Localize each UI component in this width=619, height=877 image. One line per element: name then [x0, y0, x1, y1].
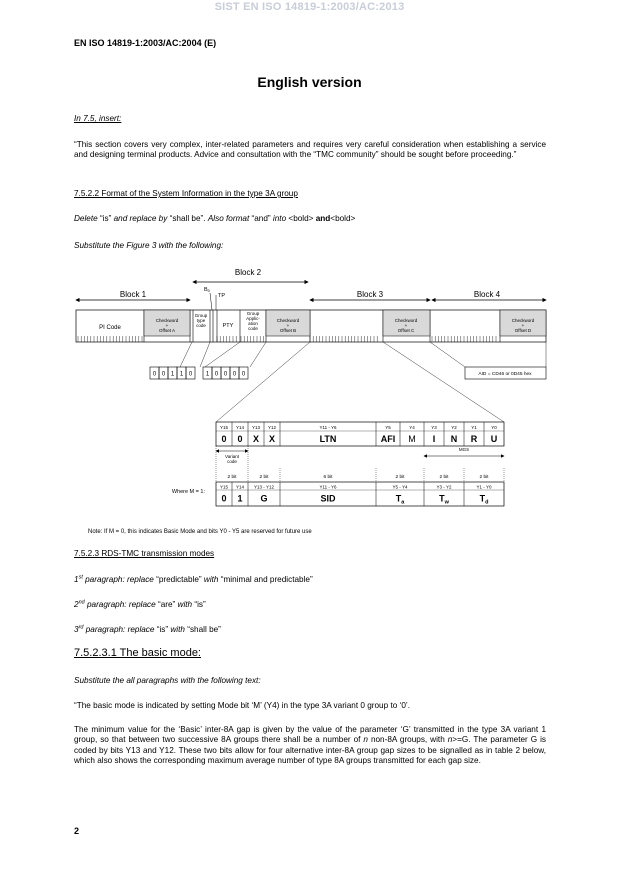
minval-c: non-8A groups, with	[367, 735, 448, 745]
para3-sup: rd	[78, 624, 84, 631]
section-7-5-2-2-heading: 7.5.2.2 Format of the System Information in the type 3A group	[74, 189, 298, 198]
para3-a: paragraph: replace	[83, 625, 157, 634]
row1-value-0: 0	[221, 434, 227, 444]
row2-value-4: $T_a$	[395, 493, 405, 506]
para1-instruction	[74, 575, 546, 585]
group-type-bits	[150, 367, 195, 379]
minimum-value-paragraph	[74, 725, 546, 767]
row1-value-5: AFI	[380, 434, 396, 444]
bitcount-0: 2 bit	[227, 475, 237, 480]
minval-b: n	[363, 735, 368, 745]
para3-d: “shall be”	[187, 625, 221, 634]
offset-b: Offset B	[279, 328, 297, 333]
checkword-d-plus: +	[521, 323, 525, 328]
para2-b: “are”	[157, 600, 176, 609]
row1-value-9: R	[470, 434, 478, 444]
bitcount-2: 6 bit	[323, 475, 333, 480]
delete-a: Delete	[74, 214, 100, 223]
substitute-figure-instruction: Substitute the Figure 3 with the following:	[74, 241, 224, 250]
pi-code-label: PI Code	[99, 325, 121, 331]
section-7-5-heading: In 7.5, insert:	[74, 114, 122, 123]
row2-label-0: Y15	[219, 484, 229, 490]
pty-label: PTY	[222, 323, 234, 329]
checkword-a: Checkword	[155, 318, 179, 323]
group-app-bit-3: 0	[232, 371, 237, 378]
group-app-4: code	[248, 326, 258, 331]
row2-value-2: G	[260, 493, 268, 504]
delete-c: and replace by	[111, 214, 170, 223]
block4-label: Block 4	[473, 290, 501, 299]
delete-j: <bold>	[330, 214, 356, 223]
basic-mode-paragraph: “The basic mode is indicated by setting Mode bit ‘M’ (Y4) in the type 3A variant 0 group to ‘0’.	[74, 701, 411, 710]
row1-value-7: I	[432, 434, 436, 444]
para2-d: “is”	[194, 600, 206, 609]
watermark: SIST EN ISO 14819-1:2003/AC:2013	[214, 1, 405, 13]
para2-c: with	[175, 600, 195, 609]
figure-note: Note: If M = 0, this indicates Basic Mode and bits Y0 - Y5 are reserved for future use	[88, 529, 312, 535]
aid-label: AID = CD46 or 0D45 hex	[478, 372, 532, 377]
para2-num: 2	[74, 600, 79, 609]
para1-c: with	[201, 575, 221, 584]
paragraph-7-5: “This section covers very complex, inter-related parameters and requires very careful consideration when establishing a service and designing terminal products. Advice and consultation with the “TMC community” should be sought before proceeding.”	[74, 140, 546, 160]
group-type-2: type	[196, 318, 206, 323]
page-number: 2	[74, 826, 80, 836]
block1-label: Block 1	[119, 290, 147, 299]
para1-a: paragraph: replace	[82, 575, 157, 584]
row2-label-1: Y14	[235, 484, 245, 490]
checkword-b: Checkword	[276, 318, 300, 323]
block2-label: Block 2	[234, 268, 262, 277]
group-type-bit-3: 1	[179, 371, 184, 378]
group-app-2: Applic-	[246, 316, 260, 321]
variant-code-1: Variant	[225, 454, 239, 459]
row2-label-5: Y3 - Y2	[436, 484, 452, 490]
group-app-bit-1: 0	[214, 371, 219, 378]
checkword-d: Checkword	[511, 318, 535, 323]
row1-label-8: Y2	[451, 425, 457, 430]
row1-label-4: Y11 - Y6	[319, 425, 337, 430]
group-app-bit-0: 1	[205, 371, 210, 378]
group-app-bit-4: 0	[241, 371, 246, 378]
para1-num: 1	[74, 575, 79, 584]
group-app-3: ation	[248, 321, 258, 326]
row2-label-2: Y13 - Y12	[254, 484, 274, 490]
bit-counts-row	[216, 468, 504, 482]
para3-b: “is”	[156, 625, 169, 634]
delete-g: into	[270, 214, 289, 223]
figure-3-diagram	[0, 260, 619, 528]
section-7-5-2-3-1-heading: 7.5.2.3.1 The basic mode:	[74, 647, 201, 659]
para3-num: 3	[74, 625, 79, 634]
row1-label-0: Y15	[219, 425, 229, 430]
row2-value-1: 1	[237, 493, 243, 504]
bitcount-3: 2 bit	[395, 475, 405, 480]
row1-value-2: X	[252, 434, 260, 444]
variant1-row	[216, 482, 504, 506]
checkword-a-plus: +	[165, 323, 169, 328]
row1-value-8: N	[450, 434, 458, 444]
page-title: English version	[257, 74, 362, 90]
substitute-all-instruction: Substitute the all paragraphs with the following text:	[74, 676, 261, 685]
row1-label-7: Y3	[431, 425, 437, 430]
delete-b: “is”	[99, 214, 112, 223]
para2-instruction	[74, 600, 546, 610]
checkword-b-plus: +	[286, 323, 290, 328]
row1-label-6: Y4	[409, 425, 415, 430]
row2-value-0: 0	[221, 493, 227, 504]
group-type-bit-2: 1	[170, 371, 175, 378]
row1-label-10: Y0	[491, 425, 497, 430]
group-type-3: code	[196, 323, 206, 328]
minval-a: The minimum value for the ‘Basic’ inter-8A gap is given by the value of the parameter ‘G’ transmitted in the type 3A variant 1 group, so that between two successive 8A groups there shall be a number of	[74, 725, 546, 745]
row2-value-6: $T_d$	[479, 493, 489, 506]
para2-a: paragraph: replace	[84, 600, 158, 609]
group-type-bit-0: 0	[152, 371, 157, 378]
delete-d: “shall be”.	[169, 214, 208, 223]
minval-d: n	[447, 735, 453, 745]
section-7-5-2-3-heading: 7.5.2.3 RDS-TMC transmission modes	[74, 549, 215, 558]
row1-label-5: Y5	[385, 425, 391, 430]
delete-e: Also format	[207, 214, 252, 223]
checkword-c: Checkword	[394, 318, 418, 323]
checkword-c-plus: +	[404, 323, 408, 328]
para1-sup: st	[78, 574, 83, 581]
row1-value-1: 0	[237, 434, 243, 444]
document-header: EN ISO 14819-1:2003/AC:2004 (E)	[74, 38, 217, 48]
row2-label-6: Y1 - Y0	[476, 484, 492, 490]
row2-label-3: Y11 - Y6	[319, 484, 337, 490]
row1-label-3: Y12	[267, 425, 277, 430]
offset-a: Offset A	[159, 328, 175, 333]
delete-instruction	[74, 214, 546, 224]
row1-value-10: U	[490, 434, 498, 444]
row2-value-5: $T_w$	[439, 493, 449, 506]
row1-label-9: Y1	[471, 425, 477, 430]
where-m-label: Where M = 1:	[171, 489, 205, 495]
group-app-bit-2: 0	[223, 371, 228, 378]
row2-label-4: Y5 - Y4	[392, 484, 408, 490]
group-type-1: Group	[194, 313, 208, 318]
group-type-bit-1: 0	[161, 371, 166, 378]
minval-e: >=G. The parameter G is coded by bits Y13 and Y12. These two bits allow for four alternative inter-8A group gap sizes to be signalled as in table 2 below, which also shows the corresponding maximum average number of type 8A groups transmitted for each gap size.	[74, 735, 546, 766]
delete-f: “and”	[251, 214, 271, 223]
bitcount-5: 2 bit	[479, 475, 489, 480]
tp-label: TP	[218, 293, 226, 299]
row1-value-4: LTN	[319, 434, 337, 444]
row1-label-2: Y13	[251, 425, 261, 430]
para1-d: “minimal and predictable”	[220, 575, 313, 584]
group-type-bit-4: 0	[188, 371, 193, 378]
para3-c: with	[168, 625, 188, 634]
row1-label-1: Y14	[235, 425, 245, 430]
bitcount-1: 2 bit	[259, 475, 269, 480]
delete-i: and	[315, 214, 331, 223]
variant0-row	[216, 422, 504, 446]
bitcount-4: 2 bit	[439, 475, 449, 480]
row2-value-3: SID	[320, 493, 336, 504]
para1-b: “predictable”	[156, 575, 202, 584]
para3-instruction	[74, 625, 546, 635]
b0-label: B0	[204, 287, 210, 293]
variant-code-2: code	[227, 459, 237, 464]
para2-sup: nd	[78, 599, 85, 606]
group-app-bits	[203, 367, 248, 379]
row1-value-3: X	[268, 434, 276, 444]
row1-value-6: M	[408, 434, 416, 444]
offset-c: Offset C	[397, 328, 415, 333]
group-app-1: Group	[246, 311, 260, 316]
mgs-label: MGS	[458, 447, 470, 452]
block3-label: Block 3	[356, 290, 384, 299]
delete-h: <bold>	[288, 214, 316, 223]
offset-d: Offset D	[514, 328, 532, 333]
